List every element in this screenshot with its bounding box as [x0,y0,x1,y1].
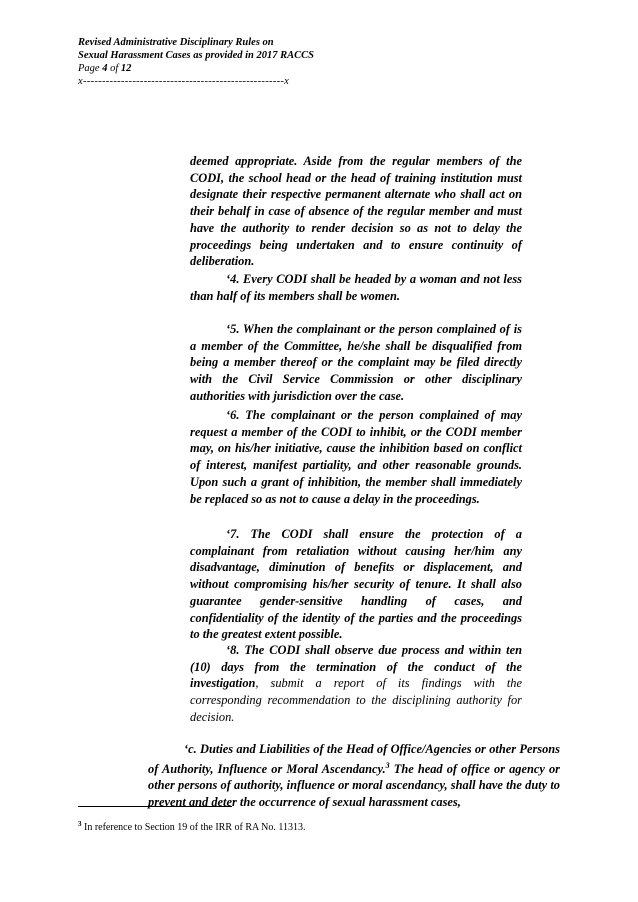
footnote-text: In reference to Section 19 of the IRR of RA No. 11313. [81,822,306,833]
footnote-reference: 3 [385,760,390,770]
page-number [78,62,314,75]
header-separator: x-----------------------------------------------------x [78,76,290,87]
paragraph-text [148,741,560,811]
paragraph-text: ‘6. The complainant or the person complained of may request a member of the CODI to inhibit, or the CODI member may, on his/her initiative, cause the inhibition based on conflict of interest, manifest partiality, and other reasonable grounds. Upon such a grant of inhibition, the member shall immediately be replaced so as not to cause a delay in the proceedings. [190,408,522,506]
paragraph-text: deemed appropriate. Aside from the regular members of the CODI, the school head or the head of training institution must designate their respective permanent alternate who shall act on their behalf in case of absence of the regular member and must have the authority to render decision so as not to delay the proceedings being undertaken and to ensure continuity of deliberation. [190,154,522,269]
page-current: 4 [102,63,108,74]
paragraph-8-normal-text: , submit a report of its findings with the corresponding recommendation to the disciplining authority for decision. [190,676,522,724]
section-c-paragraph [148,741,560,811]
section-c-body: The head of office or agency or other persons of authority, influence or moral ascendancy, shall have the duty to prevent and deter the occurrence of sexual harassment cases, [148,761,560,810]
section-c-heading: ‘c. Duties and Liabilities of the Head of Office/Agencies or other Persons of Authority, Influence or Moral Ascendancy. [148,742,560,776]
paragraph-text: ‘7. The CODI shall ensure the protection of a complainant from retaliation without causing her/him any disadvantage, diminution of benefits or displacement, and without compromising his/her security of tenure. It shall also guarantee gender-sensitive handling of cases, and confidentiality of the identity of the parties and the proceedings to the greatest extent possible. [190,527,522,642]
paragraph-8 [190,642,522,726]
footnote-divider [78,806,232,807]
footnote-number: 3 [78,820,82,828]
paragraph-7 [190,526,522,643]
paragraph-5 [190,321,522,405]
paragraph-4 [190,271,522,304]
paragraph-text [190,642,522,726]
page-of: of [107,63,121,74]
footnote [78,818,306,834]
paragraph-text: ‘4. Every CODI shall be headed by a woman and not less than half of its members shall be women. [190,272,522,303]
paragraph-text: ‘5. When the complainant or the person complained of is a member of the Committee, he/she shall be disqualified from being a member thereof or the complaint may be filed directly with the Civil Service Commission or other disciplinary authorities with jurisdiction over the case. [190,322,522,403]
page-prefix: Page [78,63,103,74]
paragraph-6 [190,407,522,507]
header-title-line-1: Revised Administrative Disciplinary Rules on [78,37,274,48]
running-header [78,36,314,88]
paragraph-codi-alternate [190,153,522,270]
header-title-line-2: Sexual Harassment Cases as provided in 2017 RACCS [78,50,314,61]
page-total: 12 [120,63,132,74]
paragraph-8-bold-text: ‘8. The CODI shall observe due process and within ten (10) days from the termination of the conduct of the investigation [190,643,522,691]
